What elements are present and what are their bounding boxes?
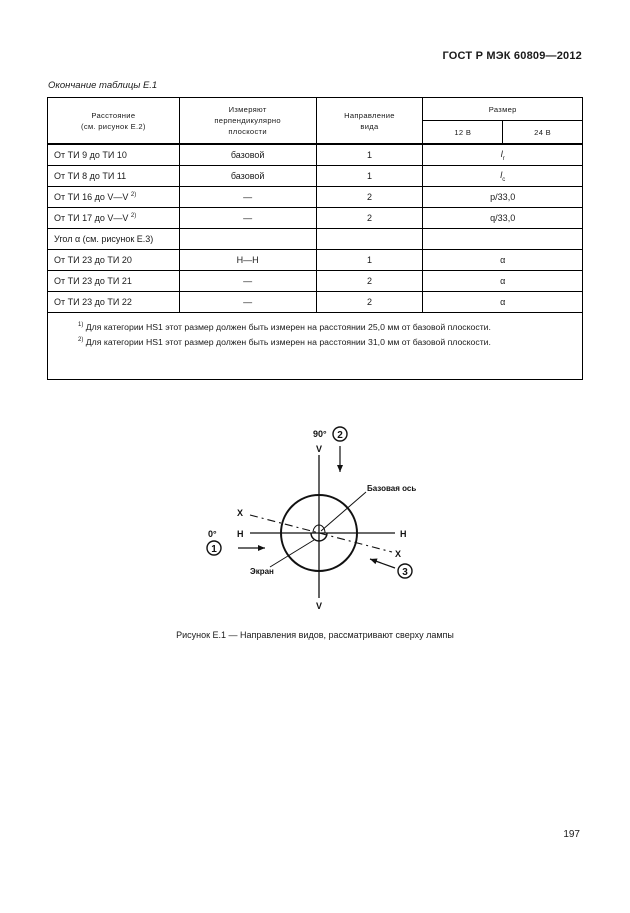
standard-designation: ГОСТ Р МЭК 60809—2012 bbox=[442, 50, 582, 62]
label-0: 0° bbox=[208, 529, 217, 539]
view-3-arrow bbox=[370, 559, 395, 568]
header-direction: Направление вида bbox=[316, 98, 423, 145]
header-size-24: 24 В bbox=[503, 121, 583, 145]
screen-leader bbox=[270, 540, 314, 567]
label-v-top: V bbox=[315, 444, 323, 454]
footnote-2: $^{2)}$ Для категории HS1 этот размер должен быть измерен на расстоянии 31,0 мм от базовой плоскости. bbox=[78, 337, 491, 347]
view-1-number: 1 bbox=[211, 544, 217, 555]
table-row: От ТИ 8 до ТИ 11 базовой 1 $l_c$ bbox=[48, 166, 583, 187]
view-2-number: 2 bbox=[337, 430, 343, 441]
table-row: Угол α (см. рисунок Е.3) bbox=[48, 229, 583, 250]
page-number: 197 bbox=[563, 829, 580, 840]
table-row: От ТИ 9 до ТИ 10 базовой 1 $l_r$ bbox=[48, 144, 583, 166]
table-row: От ТИ 23 до ТИ 20 Н—Н 1 α bbox=[48, 250, 583, 271]
view-3-number: 3 bbox=[402, 567, 408, 578]
table-caption: Окончание таблицы Е.1 bbox=[48, 80, 158, 91]
label-h-left: H bbox=[237, 529, 244, 539]
header-size: Размер bbox=[423, 98, 583, 121]
figure-caption: Рисунок Е.1 — Направления видов, рассматривают сверху лампы bbox=[176, 630, 454, 640]
label-h-right: H bbox=[400, 529, 407, 539]
label-base-axis: Базовая ось bbox=[367, 484, 417, 493]
footnote-1: $^{1)}$ Для категории HS1 этот размер должен быть измерен на расстоянии 25,0 мм от базовой плоскости. bbox=[78, 322, 491, 332]
label-screen: Экран bbox=[250, 567, 274, 576]
view-directions-figure bbox=[195, 420, 435, 615]
table-notes-row bbox=[48, 313, 583, 380]
header-distance: Расстояние (см. рисунок Е.2) bbox=[48, 98, 180, 145]
header-size-12: 12 В bbox=[423, 121, 503, 145]
label-x-left: X bbox=[237, 508, 244, 518]
label-x-right: X bbox=[395, 549, 402, 559]
label-v-bottom: V bbox=[315, 601, 323, 611]
table-row: От ТИ 23 до ТИ 21 — 2 α bbox=[48, 271, 583, 292]
base-axis-leader bbox=[321, 492, 366, 531]
table-header-row bbox=[48, 98, 583, 121]
table-row: От ТИ 16 до V—V $^{2)}$ — 2 p/33,0 bbox=[48, 187, 583, 208]
table-row: От ТИ 17 до V—V $^{2)}$ — 2 q/33,0 bbox=[48, 208, 583, 229]
table-row: От ТИ 23 до ТИ 22 — 2 α bbox=[48, 292, 583, 313]
header-measured: Измеряют перпендикулярно плоскости bbox=[179, 98, 316, 145]
dimensions-table bbox=[47, 97, 583, 380]
label-90: 90° bbox=[313, 429, 327, 439]
